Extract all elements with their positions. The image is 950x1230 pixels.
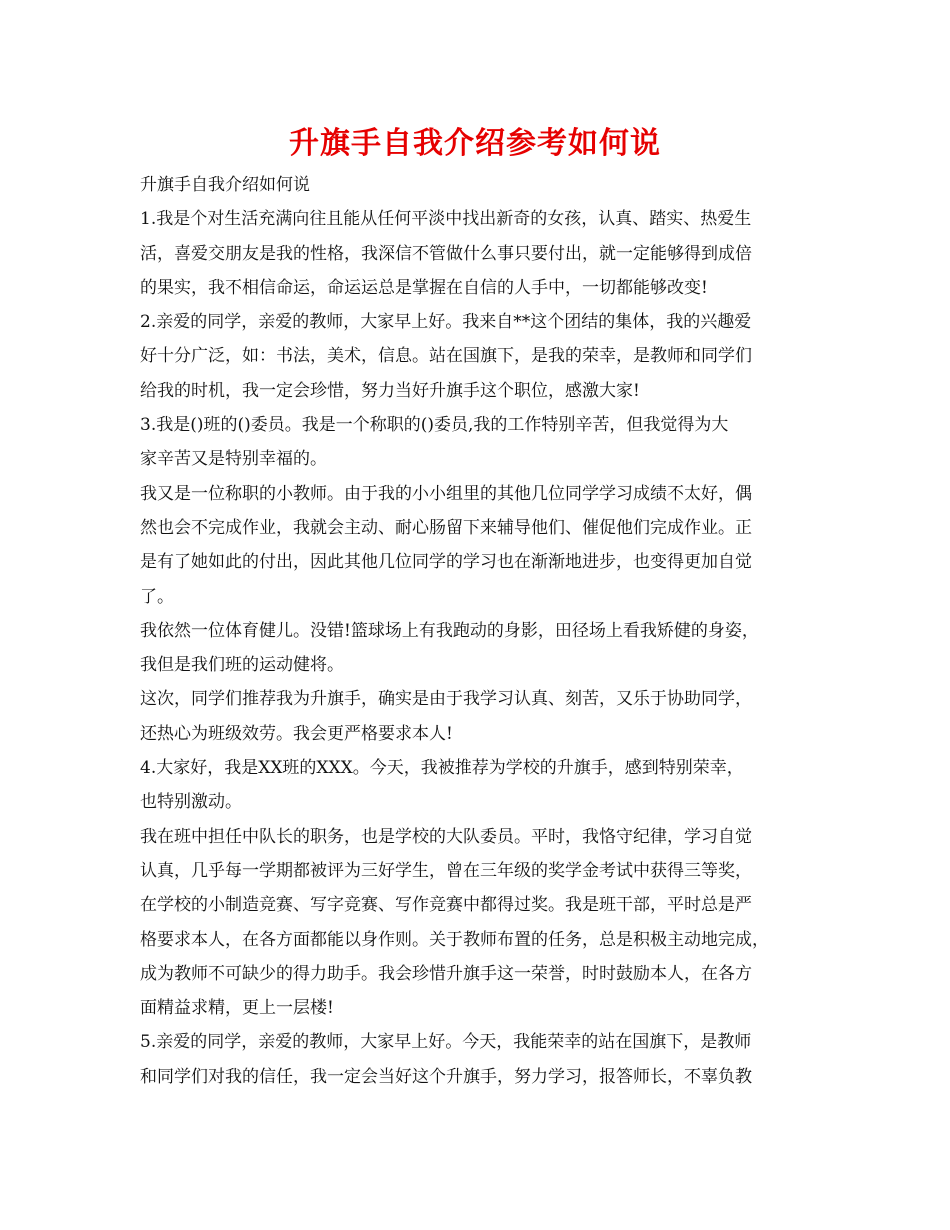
text-line: 1.我是个对生活充满向往且能从任何平淡中找出新奇的女孩，认真、踏实、热爱生 — [140, 209, 752, 230]
text-line: 活，喜爱交朋友是我的性格，我深信不管做什么事只要付出，就一定能够得到成倍 — [140, 243, 752, 264]
text-line: 认真，几乎每一学期都被评为三好学生，曾在三年级的奖学金考试中获得三等奖， — [140, 860, 752, 881]
text-line: 在学校的小制造竞赛、写字竞赛、写作竞赛中都得过奖。我是班干部，平时总是严 — [140, 895, 752, 916]
document-title: 升旗手自我介绍参考如何说 — [289, 126, 661, 161]
text-line: 3.我是()班的()委员。我是一个称职的()委员,我的工作特别辛苦，但我觉得为大 — [140, 415, 729, 436]
text-line: 4.大家好，我是XX班的XXX。今天，我被推荐为学校的升旗手，感到特别荣幸， — [140, 758, 744, 779]
text-line: 我又是一位称职的小教师。由于我的小小组里的其他几位同学学习成绩不太好，偶 — [140, 483, 752, 504]
text-line: 家辛苦又是特别幸福的。 — [140, 449, 327, 470]
text-line: 我依然一位体育健儿。没错!篮球场上有我跑动的身影，田径场上看我矫健的身姿， — [140, 620, 759, 641]
text-line: 也特别激动。 — [140, 792, 242, 813]
document-body — [140, 168, 830, 1094]
text-line: 面精益求精，更上一层楼! — [140, 998, 334, 1019]
text-line: 好十分广泛，如：书法，美术，信息。站在国旗下，是我的荣幸，是教师和同学们 — [140, 346, 752, 367]
text-line: 是有了她如此的付出，因此其他几位同学的学习也在渐渐地进步，也变得更加自觉 — [140, 552, 752, 573]
text-line: 了。 — [140, 586, 174, 607]
text-line: 然也会不完成作业，我就会主动、耐心肠留下来辅导他们、催促他们完成作业。正 — [140, 517, 752, 538]
text-line: 我但是我们班的运动健将。 — [140, 655, 344, 676]
text-line: 还热心为班级效劳。我会更严格要求本人! — [140, 723, 453, 744]
text-line: 2.亲爱的同学，亲爱的教师，大家早上好。我来自**这个团结的集体，我的兴趣爱 — [140, 312, 752, 333]
text-line: 给我的时机，我一定会珍惜，努力当好升旗手这个职位，感激大家! — [140, 380, 640, 401]
text-line: 我在班中担任中队长的职务，也是学校的大队委员。平时，我恪守纪律，学习自觉 — [140, 826, 752, 847]
text-line: 格要求本人，在各方面都能以身作则。关于教师布置的任务，总是积极主动地完成， — [140, 929, 769, 950]
text-line: 的果实，我不相信命运，命运运总是掌握在自信的人手中，一切都能够改变! — [140, 277, 708, 298]
text-line: 成为教师不可缺少的得力助手。我会珍惜升旗手这一荣誉，时时鼓励本人，在各方 — [140, 963, 752, 984]
text-line: 和同学们对我的信任，我一定会当好这个升旗手，努力学习，报答师长，不辜负教 — [140, 1066, 752, 1087]
text-line: 这次，同学们推荐我为升旗手，确实是由于我学习认真、刻苦，又乐于协助同学， — [140, 689, 752, 710]
text-line: 升旗手自我介绍如何说 — [140, 175, 310, 195]
text-line: 5.亲爱的同学，亲爱的教师，大家早上好。今天，我能荣幸的站在国旗下，是教师 — [140, 1032, 752, 1053]
